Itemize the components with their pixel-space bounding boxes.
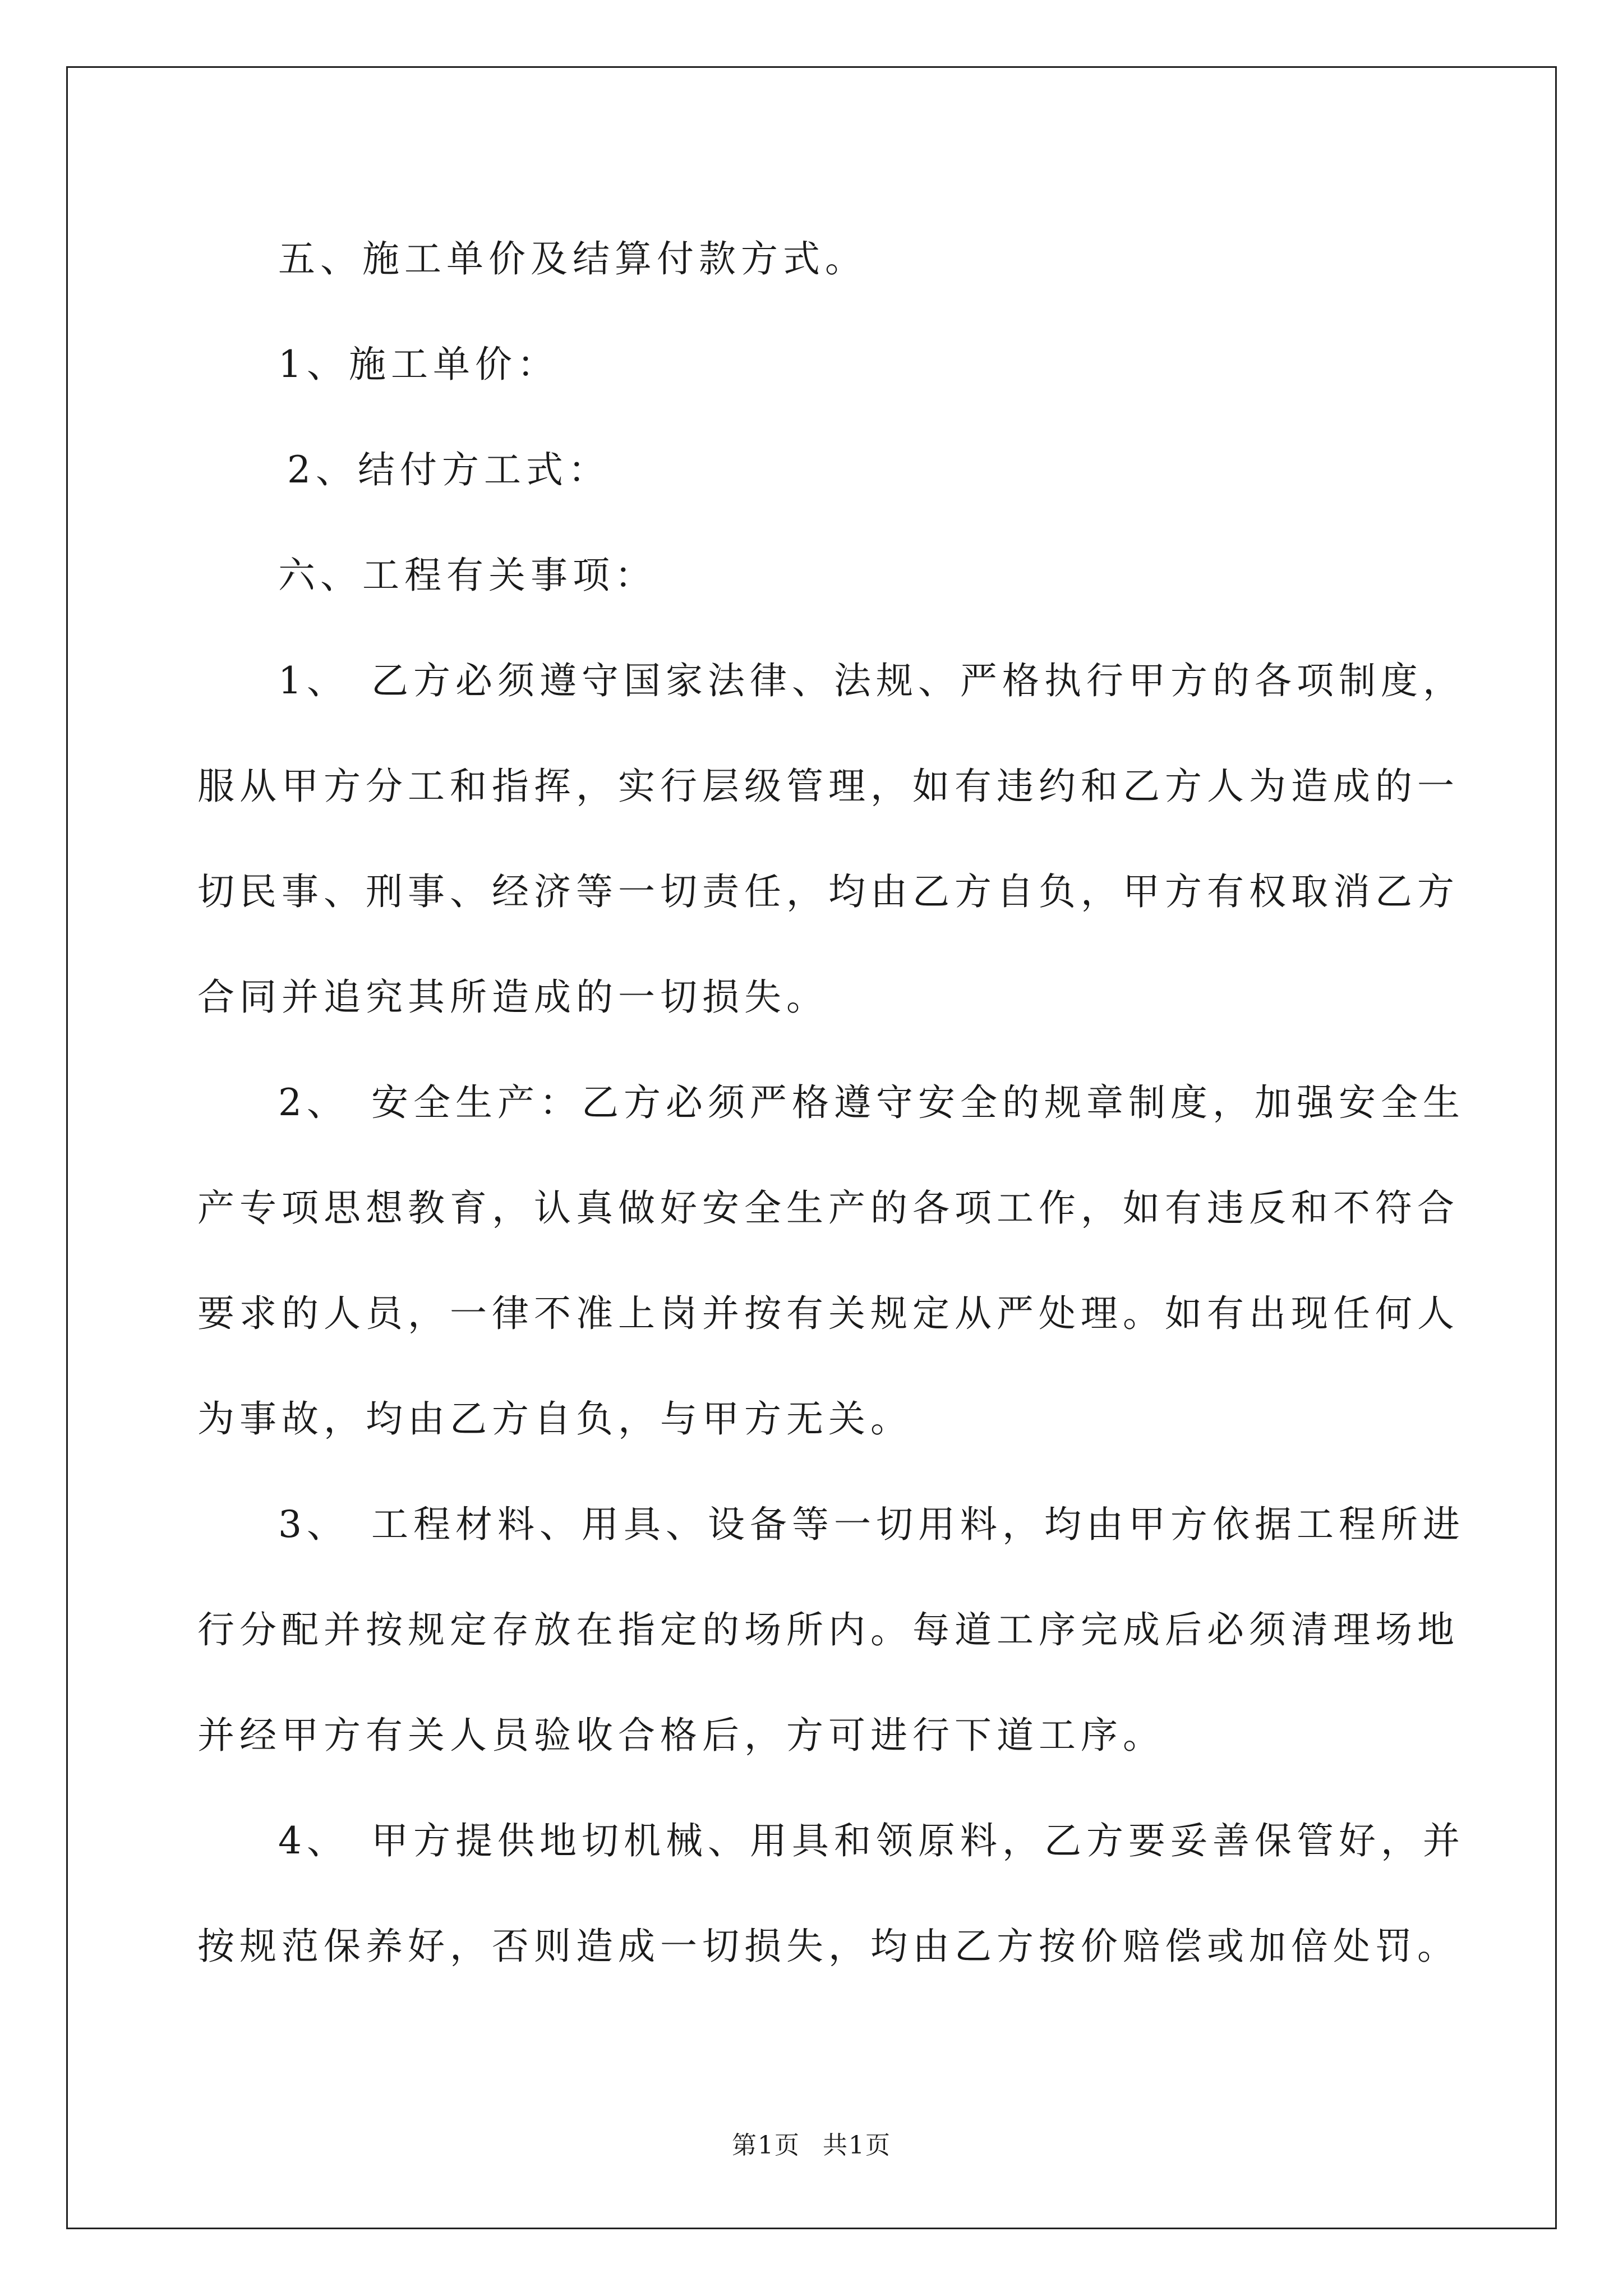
clause-line: 按规范保养好，否则造成一切损失，均由乙方按价赔偿或加倍处罚。 — [197, 1925, 1459, 1968]
clause-number: 1、 — [278, 659, 349, 702]
clause-text: 甲方提供地切机械、用具和领原料，乙方要妥善保管好，并 — [371, 1819, 1465, 1862]
clause-line — [197, 1050, 1465, 1156]
clause-line: 产专项思想教育，认真做好安全生产的各项工作，如有违反和不符合 — [197, 1186, 1459, 1230]
clause-4 — [197, 1788, 1465, 1999]
item-unit-price: 1、施工单价： — [278, 343, 559, 386]
clause-line: 行分配并按规定存放在指定的场所内。每道工序完成后必须清理场地 — [197, 1608, 1459, 1651]
section-heading-6: 六、工程有关事项： — [278, 554, 657, 597]
clause-line: 服从甲方分工和指挥，实行层级管理，如有违约和乙方人为造成的一 — [197, 765, 1459, 808]
clause-text: 安全生产：乙方必须严格遵守安全的规章制度，加强安全生 — [371, 1081, 1465, 1124]
clause-number: 3、 — [278, 1503, 349, 1546]
clause-line — [197, 1788, 1465, 1894]
clause-text: 乙方必须遵守国家法律、法规、严格执行甲方的各项制度， — [371, 659, 1465, 702]
clause-number: 4、 — [278, 1819, 349, 1862]
clause-3 — [197, 1472, 1465, 1788]
clause-line: 要求的人员，一律不准上岗并按有关规定从严处理。如有出现任何人 — [197, 1292, 1459, 1335]
item-payment-method: 2、结付方工式： — [287, 448, 610, 491]
page-number: 第1页 — [732, 2131, 800, 2160]
clause-line: 为事故，均由乙方自负，与甲方无关。 — [197, 1397, 912, 1441]
clause-line — [197, 628, 1465, 734]
clause-1 — [197, 628, 1465, 1050]
clause-line: 并经甲方有关人员验收合格后，方可进行下道工序。 — [197, 1714, 1165, 1757]
clause-text: 工程材料、用具、设备等一切用料，均由甲方依据工程所进 — [371, 1503, 1465, 1546]
section-heading-5: 五、施工单价及结算付款方式。 — [278, 237, 867, 280]
page-total: 共1页 — [823, 2131, 891, 2160]
clause-2 — [197, 1050, 1465, 1472]
document-body — [197, 206, 1465, 1999]
page-footer — [0, 2125, 1623, 2161]
clause-line: 合同并追究其所造成的一切损失。 — [197, 976, 828, 1019]
clause-number: 2、 — [278, 1081, 349, 1124]
clause-line — [197, 1472, 1465, 1577]
clause-line: 切民事、刑事、经济等一切责任，均由乙方自负，甲方有权取消乙方 — [197, 870, 1459, 913]
